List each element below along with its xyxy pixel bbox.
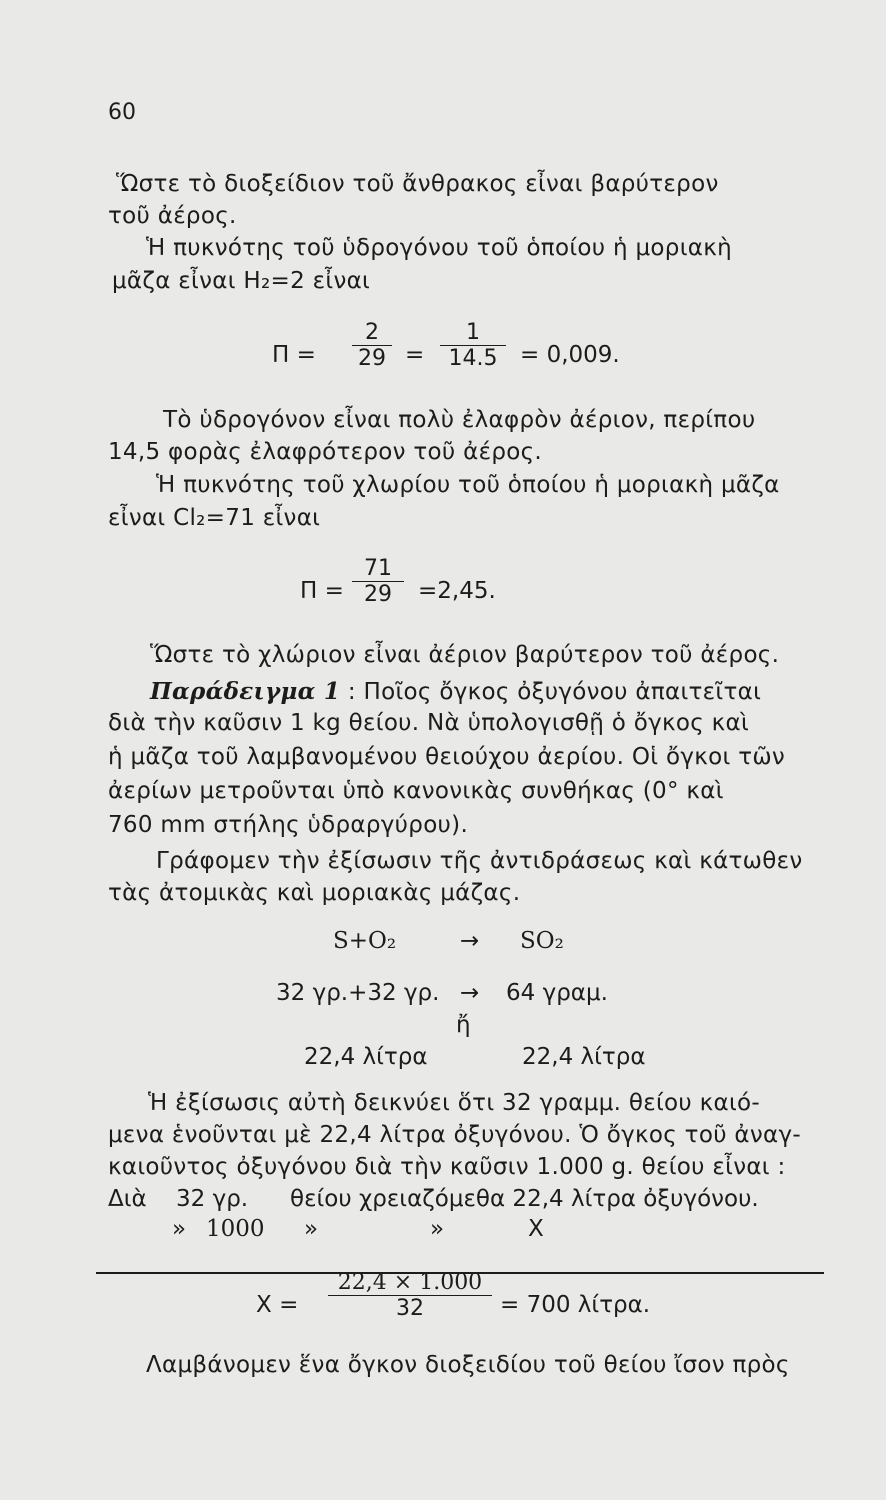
text-line: τὰς ἀτομικὰς καὶ μοριακὰς μάζας. — [108, 880, 521, 906]
proportion-text: θείου χρειαζόμεθα 22,4 λίτρα ὀξυγόνου. — [290, 1186, 759, 1212]
text-line: διὰ τὴν καῦσιν 1 kg θείου. Νὰ ὑπολογισθῇ ὁ ὄγκος καὶ — [108, 710, 750, 736]
ditto-mark: » — [304, 1216, 319, 1242]
fraction-denominator: 29 — [358, 346, 386, 371]
example-text: : Ποῖος ὄγκος ὀξυγόνου ἀπαιτεῖται — [347, 679, 762, 705]
reaction-volume-left: 22,4 λίτρα — [304, 1044, 428, 1070]
fraction — [352, 556, 404, 607]
reaction-mass-right: 64 γραμ. — [506, 980, 608, 1006]
ditto-mark: » — [430, 1216, 445, 1242]
formula-result: =2,45. — [418, 578, 496, 604]
reaction-reactants: S+O₂ — [333, 928, 397, 954]
text-line: καιοῦντος ὀξυγόνου διὰ τὴν καῦσιν 1.000 g. θείου εἶναι : — [108, 1154, 786, 1180]
proportion-value: 1000 — [206, 1216, 265, 1242]
unknown-x: X — [528, 1216, 544, 1242]
text-line: τοῦ ἀέρος. — [108, 203, 237, 229]
text-line: Λαμβάνομεν ἕνα ὄγκον διοξειδίου τοῦ θείου ἴσον πρὸς — [146, 1352, 790, 1378]
text-line: Ἡ ἐξίσωσις αὐτὴ δεικνύει ὅτι 32 γραμμ. θείου καιό- — [148, 1090, 760, 1116]
formula-result: = 0,009. — [520, 342, 620, 368]
fraction-numerator: 1 — [466, 320, 480, 345]
text-line: μενα ἑνοῦνται μὲ 22,4 λίτρα ὀξυγόνου. Ὁ ὄγκος τοῦ ἀναγ- — [108, 1122, 802, 1148]
text-line: Ἡ πυκνότης τοῦ ὑδρογόνου τοῦ ὁποίου ἡ μοριακὴ — [146, 235, 732, 261]
ditto-mark: » — [172, 1216, 187, 1242]
equals-sign: = — [405, 342, 425, 368]
text-line: Γράφομεν τὴν ἐξίσωσιν τῆς ἀντιδράσεως καὶ κάτωθεν — [156, 848, 803, 874]
reaction-mass-left: 32 γρ.+32 γρ. — [276, 980, 440, 1006]
fraction-denominator: 14.5 — [448, 346, 498, 371]
text-line: ἡ μᾶζα τοῦ λαμβανομένου θειούχου ἀερίου. Οἱ ὄγκοι τῶν — [108, 744, 786, 770]
text-line: Τὸ ὑδρογόνον εἶναι πολὺ ἐλαφρὸν ἀέριον, περίπου — [163, 407, 756, 433]
arrow-icon: → — [460, 928, 480, 954]
text-line: 760 mm στήλης ὑδραργύρου). — [108, 812, 469, 838]
proportion-value: 32 γρ. — [176, 1186, 249, 1212]
formula-result: = 700 λίτρα. — [500, 1292, 651, 1318]
fraction — [440, 320, 506, 371]
fraction-numerator: 2 — [365, 320, 379, 345]
fraction-denominator: 32 — [396, 1296, 424, 1321]
text-line: μᾶζα εἶναι H₂=2 εἶναι — [112, 268, 371, 294]
fraction-numerator: 71 — [364, 556, 392, 581]
text-line — [150, 678, 761, 705]
text-line: ἀερίων μετροῦνται ὑπὸ κανονικὰς συνθήκας (0° καὶ — [108, 778, 724, 804]
page-number: 60 — [108, 100, 136, 125]
or-word: ἤ — [456, 1012, 471, 1038]
text-line: Ἡ πυκνότης τοῦ χλωρίου τοῦ ὁποίου ἡ μοριακὴ μᾶζα — [156, 472, 780, 498]
fraction — [328, 1270, 492, 1321]
arrow-icon: → — [460, 980, 480, 1006]
reaction-volume-right: 22,4 λίτρα — [522, 1044, 646, 1070]
example-label: Παράδειγμα 1 — [150, 678, 341, 705]
formula-lhs: Π = — [300, 578, 344, 604]
fraction-denominator: 29 — [364, 582, 392, 607]
formula-lhs: Π = — [272, 342, 316, 368]
proportion-label: Διὰ — [108, 1186, 147, 1212]
fraction — [352, 320, 392, 371]
text-line: Ὥστε τὸ χλώριον εἶναι ἀέριον βαρύτερον τοῦ ἀέρος. — [150, 642, 780, 668]
text-line: 14,5 φορὰς ἐλαφρότερον τοῦ ἀέρος. — [108, 439, 543, 465]
text-line: Ὥστε τὸ διοξείδιον τοῦ ἄνθρακος εἶναι βαρύτερον — [116, 171, 719, 197]
reaction-product: SO₂ — [520, 928, 564, 954]
text-line: εἶναι Cl₂=71 εἶναι — [108, 505, 321, 531]
formula-lhs: X = — [256, 1292, 299, 1318]
fraction-numerator: 22,4 × 1.000 — [337, 1270, 483, 1295]
